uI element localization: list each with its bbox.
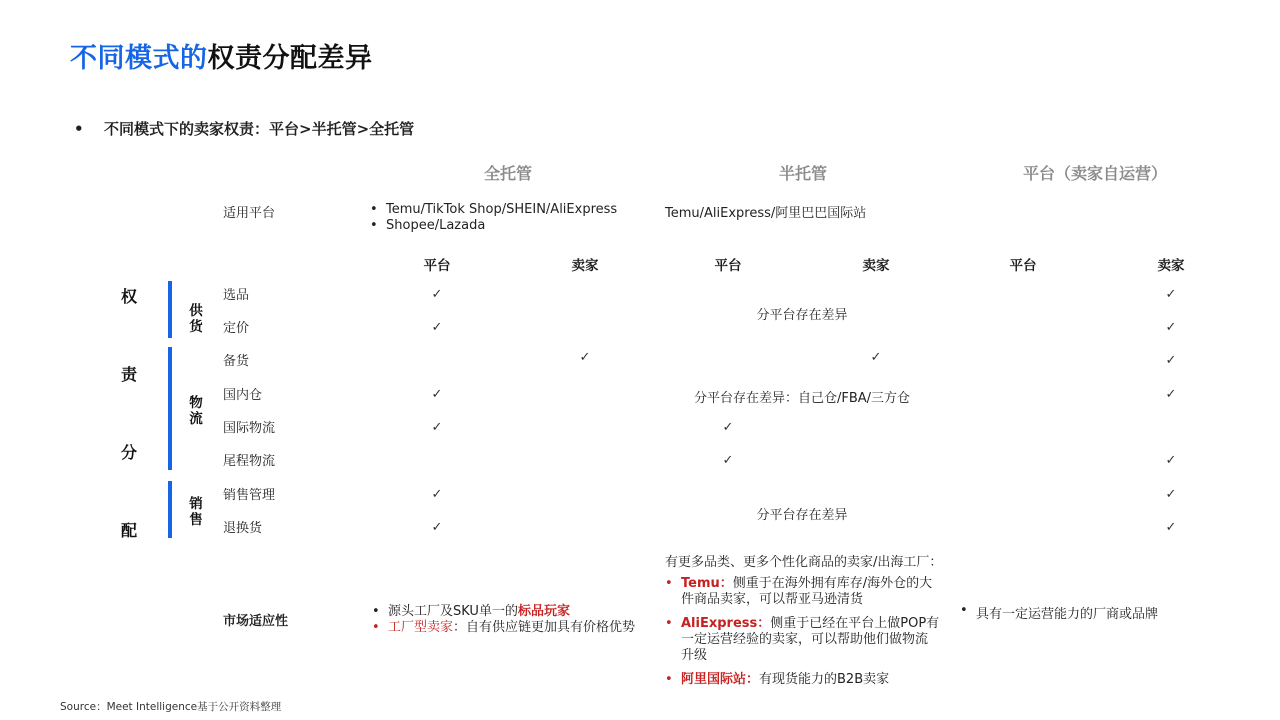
check-mark: ✓ [431, 387, 443, 402]
check-mark: ✓ [579, 350, 591, 365]
col-header-semi: 半托管 [778, 164, 828, 183]
page-title-highlight: 不同模式的 [70, 43, 208, 74]
market-semi-list [665, 576, 939, 688]
row-label: 销售管理 [223, 488, 276, 503]
check-mark: ✓ [1165, 353, 1177, 368]
market-full-list [372, 604, 635, 636]
row-label-market: 市场适应性 [223, 614, 289, 629]
check-mark: ✓ [1165, 520, 1177, 535]
sub-header-seller: 卖家 [571, 258, 599, 274]
check-mark: ✓ [1165, 287, 1177, 302]
check-mark: ✓ [1165, 320, 1177, 335]
list-item: • 源头工厂及SKU单一的标品玩家 [372, 604, 635, 620]
row-label: 国际物流 [223, 421, 276, 436]
list-item: • 工厂型卖家：自有供应链更加具有价格优势 [372, 620, 635, 636]
side-label-char: 分 [120, 443, 138, 462]
group-bar-supply [168, 281, 172, 338]
check-mark: ✓ [1165, 387, 1177, 402]
sub-header-platform: 平台 [714, 258, 742, 274]
row-label: 选品 [223, 288, 250, 303]
note-sales: 分平台存在差异 [756, 508, 848, 523]
list-item: • Shopee/Lazada [370, 218, 617, 234]
sub-header-seller: 卖家 [1157, 258, 1185, 274]
full-platform-list [370, 202, 617, 234]
source-note: Source：Meet Intelligence基于公开资料整理 [60, 701, 282, 713]
list-item: • 阿里国际站：有现货能力的B2B卖家 [665, 672, 939, 688]
sub-header-platform: 平台 [1009, 258, 1037, 274]
check-mark: ✓ [722, 453, 734, 468]
col-header-platform: 平台（卖家自运营） [1022, 164, 1168, 183]
note-warehouse: 分平台存在差异：自己仓/FBA/三方仓 [693, 391, 911, 406]
group-label-sales: 销售 [189, 496, 203, 528]
side-label-char: 权 [120, 287, 138, 306]
row-label-platforms: 适用平台 [223, 206, 276, 221]
list-item: • 具有一定运营能力的厂商或品牌 [960, 603, 1158, 622]
row-label: 备货 [223, 354, 250, 369]
check-mark: ✓ [1165, 453, 1177, 468]
list-item: • Temu：侧重于在海外拥有库存/海外仓的大 件商品卖家，可以帮亚马逊清货 [665, 576, 939, 608]
side-label-char: 责 [120, 365, 138, 384]
check-mark: ✓ [1165, 487, 1177, 502]
check-mark: ✓ [431, 520, 443, 535]
page-title [70, 36, 373, 75]
group-label-logistics: 物流 [189, 395, 203, 427]
row-label: 定价 [223, 321, 250, 336]
group-bar-logistics [168, 347, 172, 470]
side-label-char: 配 [120, 521, 138, 540]
group-label-supply: 供货 [189, 303, 203, 335]
check-mark: ✓ [870, 350, 882, 365]
market-platform-list [960, 603, 1158, 622]
row-label: 国内仓 [223, 388, 263, 403]
check-mark: ✓ [431, 487, 443, 502]
list-item: • AliExpress：侧重于已经在平台上做POP有 一定运营经验的卖家，可以帮助他们做物流 升级 [665, 616, 939, 664]
row-label: 尾程物流 [223, 454, 276, 469]
sub-header-platform: 平台 [423, 258, 451, 274]
group-bar-sales [168, 481, 172, 538]
main-bullet-text: 不同模式下的卖家权责：平台>半托管>全托管 [104, 120, 415, 138]
semi-platform-list: Temu/AliExpress/阿里巴巴国际站 [665, 206, 867, 221]
row-label: 退换货 [223, 521, 263, 536]
check-mark: ✓ [431, 420, 443, 435]
check-mark: ✓ [431, 287, 443, 302]
market-semi-intro: 有更多品类、更多个性化商品的卖家/出海工厂： [665, 555, 943, 570]
list-item: • Temu/TikTok Shop/SHEIN/AliExpress [370, 202, 617, 218]
check-mark: ✓ [722, 420, 734, 435]
col-header-full: 全托管 [483, 164, 533, 183]
main-bullet: • 不同模式下的卖家权责：平台>半托管>全托管 [74, 120, 415, 138]
check-mark: ✓ [431, 320, 443, 335]
note-supply: 分平台存在差异 [756, 308, 848, 323]
sub-header-seller: 卖家 [862, 258, 890, 274]
page-title-rest: 权责分配差异 [207, 43, 373, 74]
